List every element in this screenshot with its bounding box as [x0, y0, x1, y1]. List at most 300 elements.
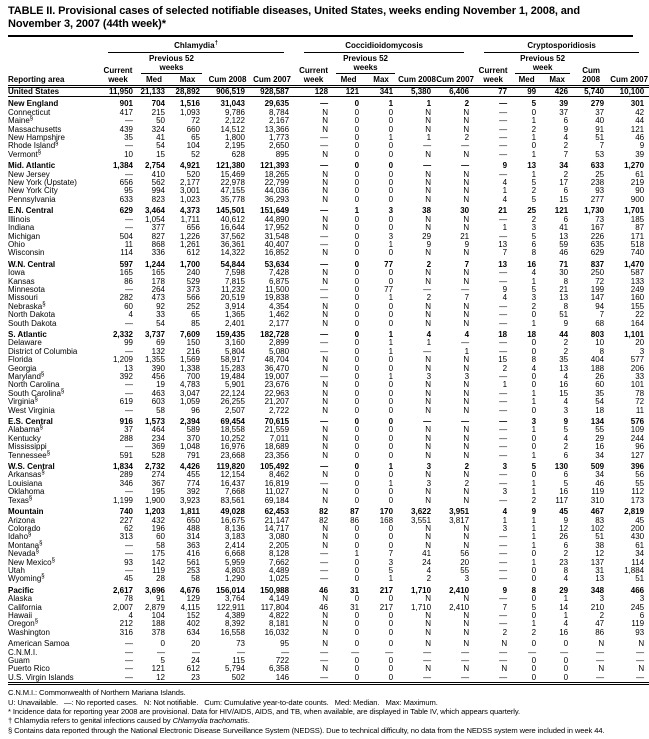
footnote-marker: § — [46, 450, 51, 456]
value-cell: — — [499, 214, 508, 224]
value-cell: 4 — [128, 610, 133, 620]
value-cell: 234 — [151, 433, 165, 443]
value-cell: 62,453 — [264, 507, 290, 517]
value-cell: 2 — [502, 363, 508, 373]
value-cell: N — [463, 639, 470, 649]
value-cell: 369 — [151, 442, 165, 452]
value-cell: 2,414 — [224, 540, 245, 550]
value-cell: 99 — [124, 338, 133, 348]
value-cell: 2 — [464, 133, 470, 143]
value-cell: 16,032 — [264, 627, 290, 637]
table-row — [8, 629, 649, 637]
value-cell: 4,149 — [269, 594, 290, 604]
value-cell: 86 — [595, 627, 605, 637]
value-cell: 1,800 — [224, 133, 245, 143]
value-cell: 0 — [388, 116, 394, 126]
footnote-marker: § — [55, 140, 59, 147]
value-cell: — — [499, 532, 508, 542]
value-cell: 16,819 — [264, 478, 290, 488]
value-cell: 2 — [563, 169, 569, 179]
value-cell: 52 — [191, 149, 200, 159]
value-cell: N — [322, 276, 329, 286]
value-cell: 1 — [531, 619, 537, 629]
value-cell: 19,484 — [220, 372, 245, 381]
value-cell: 244 — [630, 433, 645, 443]
value-cell: 0 — [354, 99, 360, 109]
cum-header: Cum 2007 — [609, 53, 649, 87]
value-cell: 0 — [160, 639, 165, 649]
value-cell: 1,365 — [224, 310, 245, 320]
table-row — [8, 331, 649, 339]
value-cell: — — [596, 647, 605, 657]
footnote-section: § Contains data reported through the National Electronic Disease Surveillance System (NEDSS). Due to technical difficulty, no data from the NEDSS system were included in week 44. — [8, 725, 605, 735]
value-cell: N — [322, 214, 329, 224]
value-cell: 7,428 — [269, 268, 290, 278]
value-cell: 49,028 — [220, 507, 245, 517]
value-cell: — — [423, 417, 432, 427]
reporting-area-cell: Puerto Rico — [8, 664, 50, 674]
value-cell: 216 — [186, 346, 200, 356]
value-cell: 3,622 — [411, 507, 432, 517]
value-cell: 370 — [186, 433, 200, 443]
value-cell: 238 — [590, 178, 605, 188]
footnote-marker: § — [34, 396, 38, 403]
value-cell: — — [560, 647, 569, 657]
value-cell: 0 — [354, 310, 360, 320]
value-cell: 8 — [531, 248, 537, 258]
value-cell: 6,358 — [269, 664, 290, 674]
value-cell: — — [499, 574, 508, 584]
value-cell: 274 — [151, 470, 165, 480]
value-cell: 20 — [635, 338, 645, 348]
value-cell: 1 — [563, 610, 569, 620]
value-cell: 0 — [354, 214, 360, 224]
value-cell: N — [425, 355, 432, 365]
value-cell: N — [463, 355, 470, 365]
value-cell: 3 — [464, 574, 470, 584]
reporting-area-cell: Virginia§ — [8, 396, 38, 407]
value-cell: 0 — [388, 656, 394, 665]
value-cell: 0 — [354, 380, 360, 390]
reporting-area-cell: Arizona — [8, 515, 36, 525]
reporting-area-cell: New Mexico§ — [8, 556, 55, 567]
value-cell: 2,401 — [224, 318, 245, 328]
value-cell: 3,080 — [269, 532, 290, 542]
value-cell: 0 — [354, 523, 360, 533]
value-cell: 13 — [527, 161, 537, 171]
value-cell: 95 — [124, 186, 133, 196]
value-cell: 4,803 — [224, 565, 245, 575]
value-cell: N — [425, 627, 432, 637]
footnote-marker: § — [35, 548, 39, 555]
value-cell: — — [125, 284, 133, 294]
value-cell: 44 — [559, 329, 569, 339]
table-row — [8, 612, 649, 620]
value-cell: 65 — [191, 310, 200, 320]
value-cell: 628 — [231, 149, 245, 159]
value-cell: 83 — [595, 515, 605, 525]
value-cell: 119 — [591, 487, 605, 497]
value-cell: 245 — [630, 602, 645, 612]
value-cell: 0 — [388, 124, 394, 134]
reporting-area-cell: Illinois — [8, 214, 31, 224]
table-row — [8, 207, 649, 215]
value-cell: 13 — [559, 231, 569, 241]
value-cell: 5,901 — [224, 380, 245, 390]
value-cell: 4,489 — [269, 565, 290, 575]
value-cell: 2 — [464, 478, 470, 488]
table-row — [8, 249, 649, 257]
value-cell: — — [499, 346, 508, 356]
value-cell: 2,410 — [449, 602, 470, 612]
value-cell: 170 — [379, 507, 394, 517]
value-cell: 69,184 — [264, 495, 290, 505]
value-cell: — — [499, 301, 508, 311]
value-cell: 28,892 — [170, 87, 205, 97]
value-cell: 117 — [555, 495, 569, 505]
value-cell: 22,124 — [220, 388, 245, 398]
value-cell: 13 — [498, 259, 508, 269]
value-cell: 0 — [354, 169, 360, 179]
value-cell: 18,265 — [264, 169, 290, 179]
value-cell: 26 — [559, 532, 569, 542]
value-cell: 14,512 — [220, 124, 245, 134]
reporting-area-cell: Tennessee§ — [8, 450, 51, 460]
value-cell: — — [499, 276, 508, 286]
value-cell: 69 — [156, 338, 165, 348]
value-cell: — — [320, 141, 329, 151]
value-cell: — — [499, 594, 508, 604]
table-row — [8, 261, 649, 269]
value-cell: 5 — [531, 178, 537, 188]
value-cell: 68 — [595, 318, 605, 328]
value-cell: 45 — [124, 574, 133, 584]
value-cell: 72 — [191, 116, 200, 126]
value-cell: 31 — [595, 565, 605, 575]
reporting-area-cell: Idaho§ — [8, 531, 32, 542]
value-cell: — — [499, 124, 508, 134]
value-cell: 0 — [388, 442, 394, 452]
value-cell: 9 — [563, 417, 569, 427]
value-cell: 4 — [502, 178, 508, 188]
reporting-area-cell: Michigan — [8, 231, 41, 241]
reporting-area-cell: Wyoming§ — [8, 573, 45, 584]
value-cell: 1,569 — [179, 355, 200, 365]
value-cell: 13,366 — [264, 124, 290, 134]
value-cell: 1 — [531, 318, 537, 328]
value-cell: 1,700 — [179, 259, 200, 269]
footnote-marker: § — [39, 424, 43, 431]
value-cell: 1 — [388, 239, 394, 249]
value-cell: 9 — [531, 507, 537, 517]
value-cell: 6,406 — [436, 87, 474, 97]
value-cell: 0 — [531, 405, 537, 415]
value-cell: 8,392 — [224, 619, 245, 629]
value-cell: 38 — [422, 206, 432, 216]
value-cell: 656 — [186, 223, 200, 233]
value-cell: 0 — [388, 178, 394, 188]
value-cell: — — [499, 565, 508, 575]
value-cell: N — [425, 639, 432, 649]
value-cell: 464 — [151, 425, 165, 435]
value-cell: 30 — [559, 268, 569, 278]
value-cell: 18 — [498, 329, 508, 339]
value-cell: — — [125, 346, 133, 356]
value-cell: — — [499, 141, 508, 151]
value-cell: 1,384 — [112, 161, 133, 171]
value-cell: 488 — [186, 523, 200, 533]
value-cell: 26 — [595, 372, 605, 381]
value-cell: 3 — [388, 206, 394, 216]
value-cell: 1,101 — [624, 329, 645, 339]
value-cell: 928,587 — [250, 87, 294, 97]
value-cell: 0 — [388, 664, 394, 674]
value-cell: 1 — [388, 293, 394, 303]
value-cell: 0 — [388, 107, 394, 117]
value-cell: 2 — [502, 627, 508, 637]
value-cell: 18 — [527, 329, 537, 339]
value-cell: 1 — [388, 462, 394, 472]
value-cell: 7 — [464, 293, 470, 303]
value-cell: 58,917 — [220, 355, 245, 365]
value-cell: 36,293 — [264, 194, 290, 204]
value-cell: 129 — [186, 594, 200, 604]
value-cell: 363 — [186, 540, 200, 550]
value-cell: 21 — [559, 284, 569, 294]
value-cell: 25 — [595, 169, 605, 179]
footnotes — [8, 688, 633, 735]
value-cell: 1 — [531, 515, 537, 525]
max-header: Max — [541, 75, 573, 87]
value-cell: 7 — [599, 310, 605, 320]
value-cell: 1,516 — [179, 99, 200, 109]
value-cell: — — [125, 388, 133, 398]
value-cell: 7,598 — [224, 268, 245, 278]
value-cell: — — [499, 133, 508, 143]
value-cell: — — [320, 346, 329, 356]
value-cell: 132 — [151, 346, 165, 356]
value-cell: N — [463, 310, 470, 320]
value-cell: N — [425, 214, 432, 224]
value-cell: 562 — [151, 178, 165, 188]
value-cell: N — [322, 149, 329, 159]
value-cell: 1,462 — [269, 310, 290, 320]
table-row — [8, 525, 649, 533]
value-cell: 0 — [531, 470, 537, 480]
value-cell: 5 — [531, 194, 537, 204]
value-cell: 650 — [186, 515, 200, 525]
value-cell: 46 — [635, 133, 645, 143]
footnote-marker: † — [214, 40, 218, 47]
value-cell: N — [463, 627, 470, 637]
value-cell: 288 — [119, 433, 133, 443]
value-cell: — — [436, 674, 474, 684]
value-cell: 1,730 — [584, 206, 605, 216]
footnote-marker: § — [42, 301, 46, 308]
value-cell: 2,722 — [269, 405, 290, 415]
value-cell: 0 — [388, 397, 394, 407]
value-cell: 1 — [531, 523, 537, 533]
value-cell: 2 — [464, 462, 470, 472]
value-cell: 656 — [119, 178, 133, 188]
value-cell: 37 — [124, 425, 133, 435]
value-cell: 1,199 — [112, 495, 133, 505]
value-cell: 1,338 — [179, 363, 200, 373]
value-cell: — — [125, 639, 133, 649]
value-cell: 40,612 — [220, 214, 245, 224]
reporting-area-cell: Mississippi — [8, 442, 47, 452]
reporting-area-cell: Maryland§ — [8, 371, 45, 381]
value-cell: 16 — [559, 627, 569, 637]
value-cell: 0 — [354, 664, 360, 674]
value-cell: N — [463, 532, 470, 542]
value-cell: 1 — [531, 397, 537, 407]
value-cell: — — [499, 478, 508, 488]
value-cell: N — [638, 639, 645, 649]
value-cell: 6 — [639, 610, 645, 620]
value-cell: 87 — [635, 223, 645, 233]
value-cell: — — [499, 99, 508, 109]
value-cell: 1,355 — [144, 355, 165, 365]
value-cell: 8 — [563, 276, 569, 286]
value-cell: 410 — [151, 169, 165, 179]
value-cell: — — [320, 647, 329, 657]
value-cell: N — [425, 433, 432, 443]
value-cell: N — [425, 310, 432, 320]
table-row — [8, 471, 649, 479]
value-cell: 61 — [635, 540, 645, 550]
value-cell: 700 — [186, 372, 200, 381]
disease-header-chlamydia: Chlamydia† — [98, 38, 294, 53]
value-cell: 0 — [354, 594, 360, 604]
value-cell: 54 — [595, 397, 605, 407]
value-cell: 165 — [119, 268, 133, 278]
value-cell: 15,469 — [220, 169, 245, 179]
value-cell: 55 — [635, 478, 645, 488]
value-cell: 7 — [502, 248, 508, 258]
value-cell: 1,900 — [144, 495, 165, 505]
value-cell: 3 — [464, 372, 470, 381]
value-cell: N — [463, 380, 470, 390]
value-cell: — — [499, 310, 508, 320]
value-cell: N — [463, 363, 470, 373]
value-cell: 8,181 — [269, 619, 290, 629]
value-cell: 1,203 — [144, 507, 165, 517]
value-cell: — — [499, 268, 508, 278]
value-cell: 1 — [502, 380, 508, 390]
value-cell: 31 — [350, 585, 360, 595]
value-cell: 8,136 — [224, 523, 245, 533]
value-cell: N — [322, 186, 329, 196]
value-cell: 2,819 — [624, 507, 645, 517]
value-cell: 2,754 — [144, 161, 165, 171]
value-cell: 0 — [354, 565, 360, 575]
value-cell: 1,270 — [624, 161, 645, 171]
value-cell: 1,710 — [411, 602, 432, 612]
value-cell: 0 — [354, 141, 360, 151]
value-cell: 2 — [531, 214, 537, 224]
value-cell: 23,668 — [220, 450, 245, 460]
value-cell: 4 — [563, 133, 569, 143]
value-cell: 1,093 — [179, 107, 200, 117]
value-cell: N — [322, 388, 329, 398]
value-cell: 10,252 — [220, 433, 245, 443]
value-cell: — — [125, 141, 133, 151]
value-cell: 0 — [531, 141, 537, 151]
value-cell: 29,635 — [264, 99, 290, 109]
value-cell: 58 — [156, 405, 165, 415]
reporting-area-cell: Pennsylvania — [8, 194, 56, 204]
value-cell: 7 — [502, 602, 508, 612]
value-cell: 660 — [186, 124, 200, 134]
value-cell: 46 — [595, 478, 605, 488]
value-cell: — — [192, 647, 200, 657]
value-cell: 115 — [232, 656, 245, 665]
value-cell: 0 — [388, 532, 394, 542]
reporting-area-cell: Massachusetts — [8, 124, 62, 134]
reporting-area-cell: Montana§ — [8, 540, 43, 550]
value-cell: N — [425, 248, 432, 258]
value-cell: 823 — [151, 194, 165, 204]
value-cell: 14,322 — [220, 248, 245, 258]
value-cell: 0 — [354, 627, 360, 637]
reporting-area-cell: Mountain — [8, 507, 44, 517]
value-cell: 0 — [354, 301, 360, 311]
value-cell: 121 — [151, 664, 165, 674]
value-cell: N — [463, 107, 470, 117]
value-cell: 2 — [426, 574, 432, 584]
table-row — [8, 533, 649, 541]
value-cell: 178 — [151, 276, 165, 286]
value-cell: 4 — [563, 372, 569, 381]
table-row — [8, 435, 649, 443]
value-cell: 4,373 — [179, 206, 200, 216]
value-cell: 10 — [595, 338, 605, 348]
value-cell: 16,558 — [220, 627, 245, 637]
value-cell: 5 — [531, 231, 537, 241]
value-cell: 791 — [186, 450, 200, 460]
value-cell: 25 — [527, 206, 537, 216]
value-cell: 3 — [426, 478, 432, 488]
footnote-dagger-species: Chlamydia trachomatis — [172, 716, 248, 726]
value-cell: 212 — [119, 619, 133, 629]
value-cell: 566 — [186, 293, 200, 303]
reporting-area-cell: Louisiana — [8, 478, 43, 488]
value-cell: 51 — [595, 133, 605, 143]
value-cell: 1 — [502, 223, 508, 233]
value-cell: 33 — [156, 310, 165, 320]
value-cell: 9,786 — [224, 107, 245, 117]
value-cell: 16,437 — [220, 478, 245, 488]
value-cell: 7,011 — [269, 433, 290, 443]
value-cell: 47 — [595, 619, 605, 629]
value-cell: 619 — [119, 397, 133, 407]
value-cell: N — [463, 186, 470, 196]
value-cell: — — [474, 674, 512, 684]
value-cell: N — [425, 495, 432, 505]
value-cell: — — [320, 259, 329, 269]
value-cell: 591 — [119, 450, 133, 460]
value-cell: 39 — [559, 99, 569, 109]
value-cell: — — [423, 656, 432, 665]
value-cell: N — [463, 619, 470, 629]
value-cell: 21 — [498, 206, 508, 216]
value-cell: 1 — [531, 557, 537, 567]
value-cell: 8,462 — [269, 470, 290, 480]
value-cell: 0 — [531, 664, 537, 674]
value-cell: 196 — [151, 523, 165, 533]
value-cell: 0 — [354, 248, 360, 258]
